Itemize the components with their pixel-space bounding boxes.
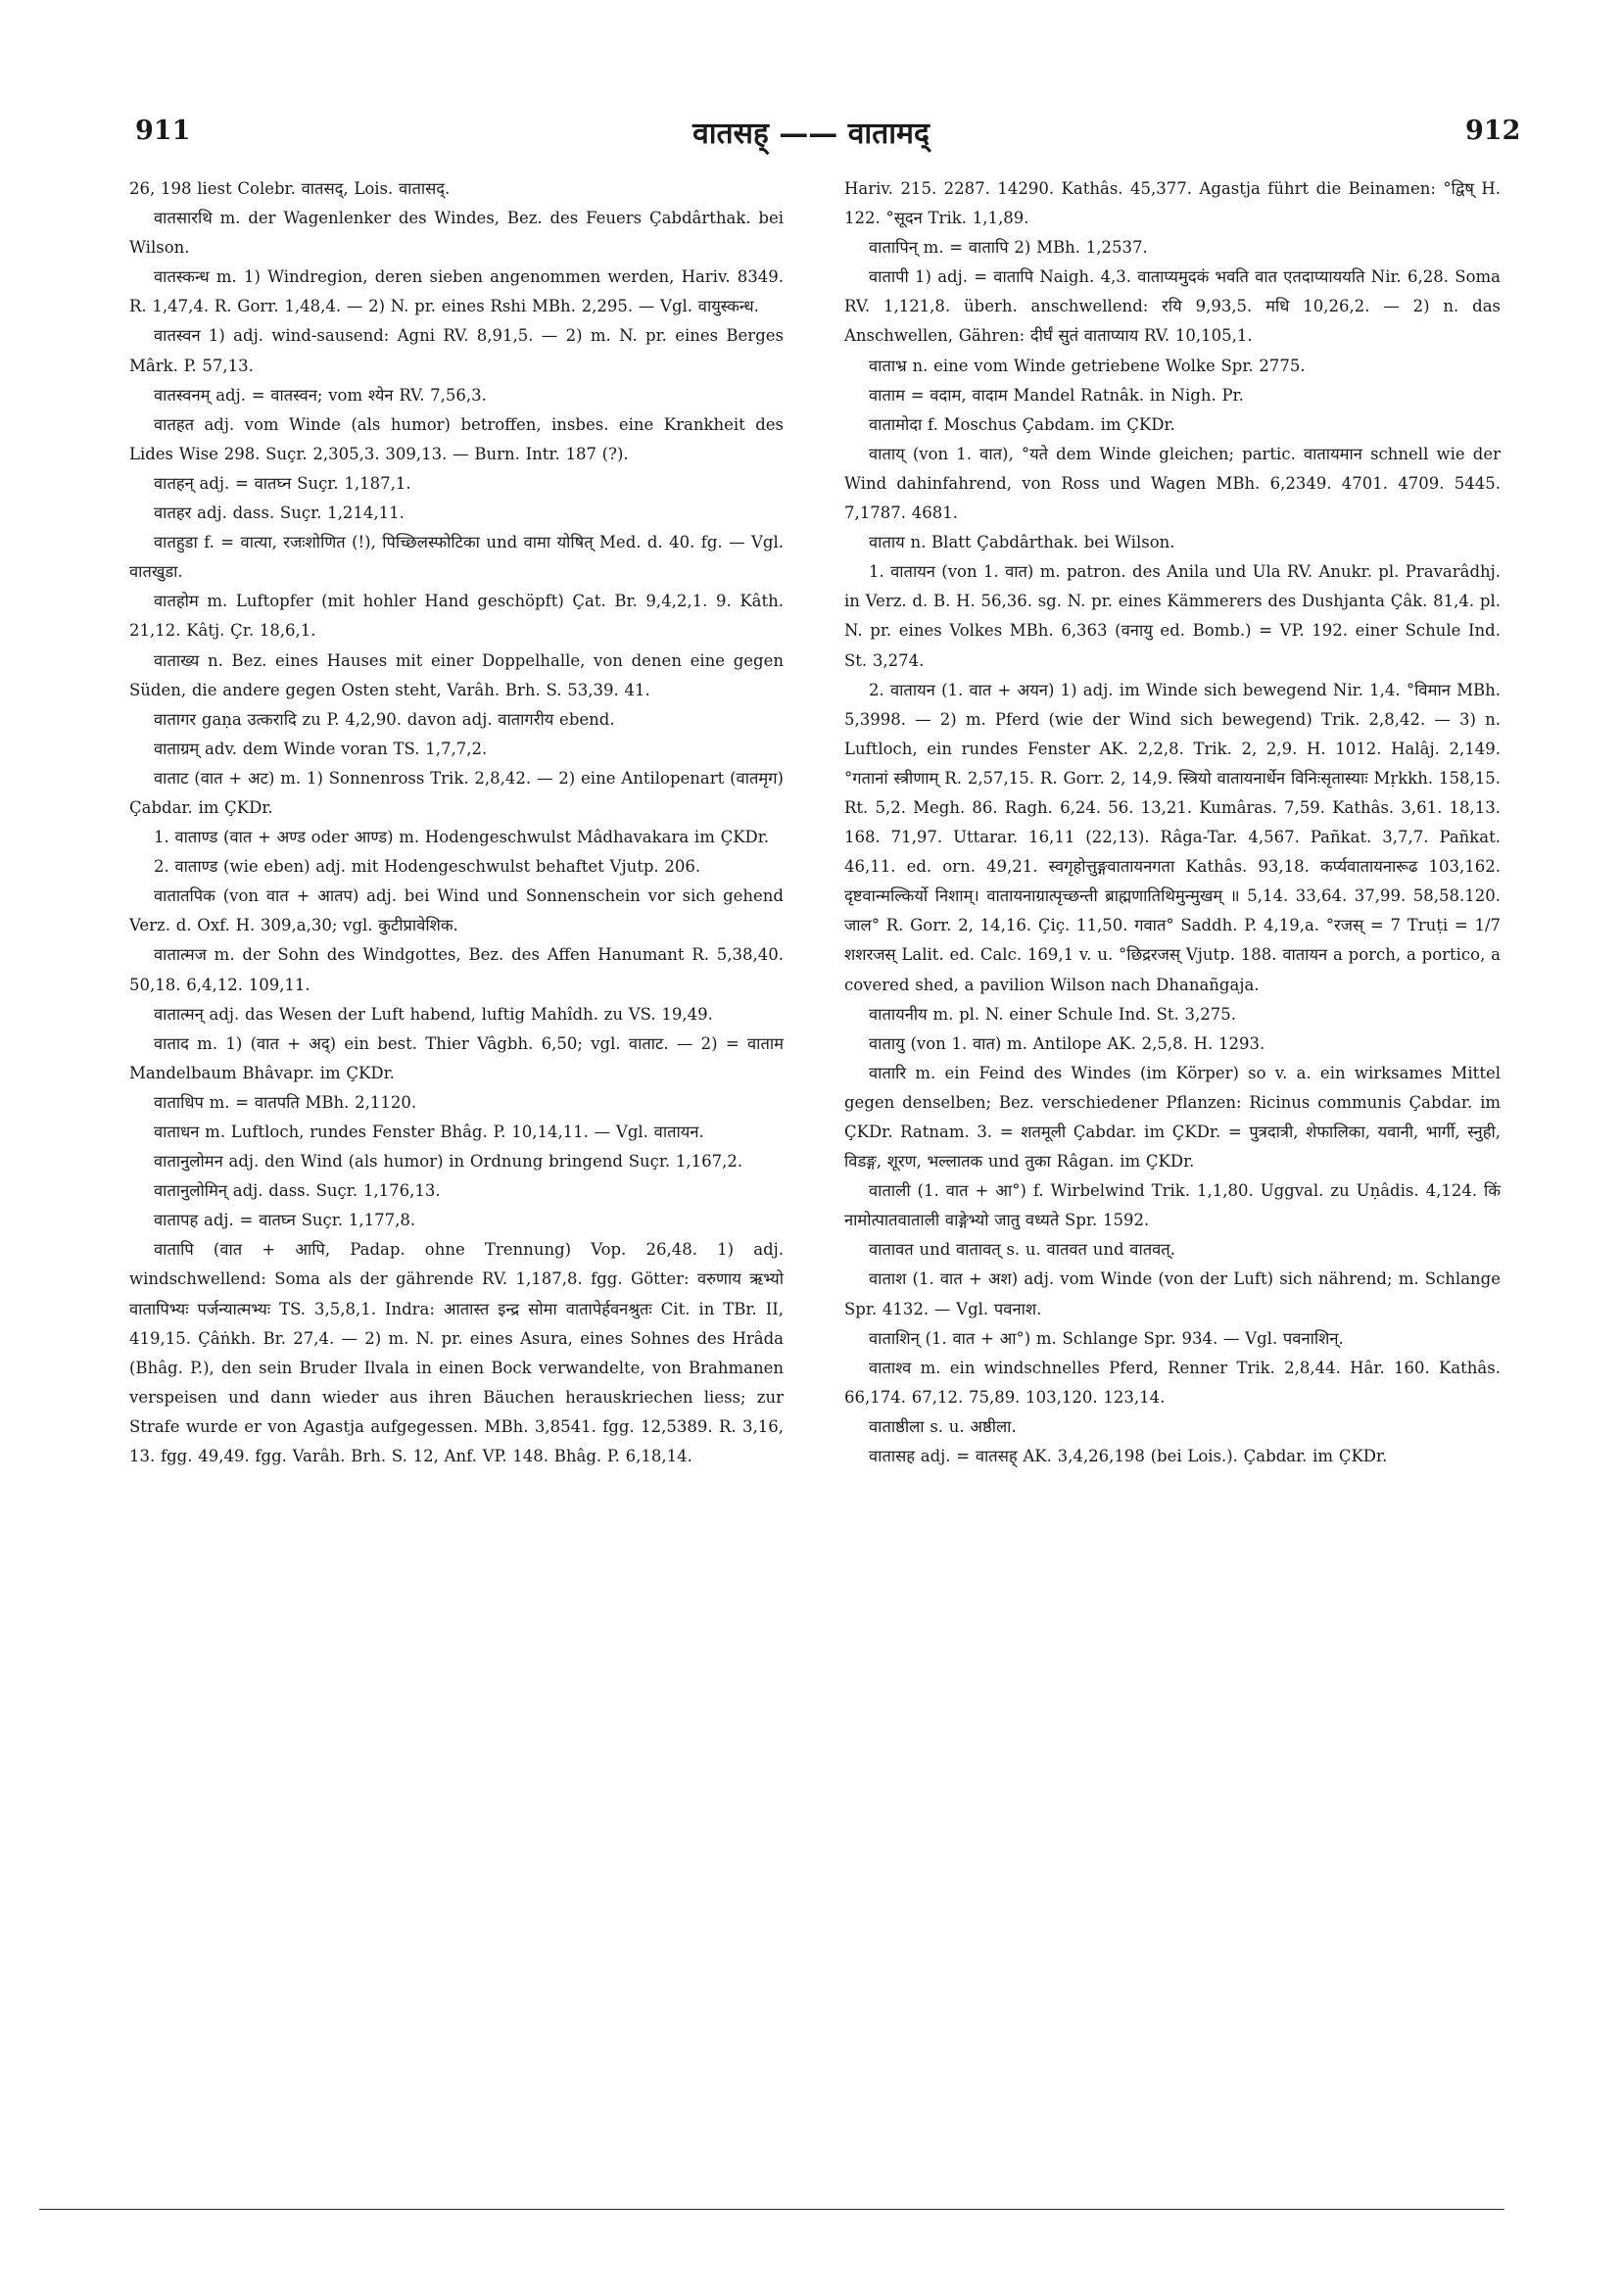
entry: वातसारथि m. der Wagenlenker des Windes, Bez. des Feuers Çabdârthak. bei Wilson. bbox=[129, 209, 784, 258]
entry: वातात्मज m. der Sohn des Windgottes, Bez. des Affen Hanumant R. 5,38,40. 50,18. 6,4,12. 109,11. bbox=[129, 945, 784, 994]
entry: वाताख्य n. Bez. eines Hauses mit einer Doppelhalle, von denen eine gegen Süden, die andere gegen Osten steht, Varâh. Brh. S. 53,39. 41. bbox=[129, 650, 784, 699]
entry: वाताश (1. वात + अश) adj. vom Winde (von der Luft) sich nährend; m. Schlange Spr. 4132. — Vgl. पवनाश. bbox=[844, 1269, 1501, 1318]
entry: वातस्वनम् adj. = वातस्वन; vom श्येन RV. 7,56,3. bbox=[154, 385, 487, 405]
page-number-left: 911 bbox=[135, 116, 191, 146]
entry: वातहोम m. Luftopfer (mit hohler Hand geschöpft) Çat. Br. 9,4,2,1. 9. Kâth. 21,12. Kâtj. Çr. 18,6,1. bbox=[129, 592, 784, 641]
entry: वाताधिप m. = वातपति MBh. 2,1120. bbox=[154, 1092, 417, 1112]
entry: वातामोदा f. Moschus Çabdam. im ÇKDr. bbox=[869, 414, 1175, 434]
entry: वातायनीय m. pl. N. einer Schule Ind. St. 3,275. bbox=[869, 1004, 1237, 1024]
footer-rule bbox=[39, 2209, 1504, 2210]
entry: वाताली (1. वात + आ°) f. Wirbelwind Trik. 1,1,80. Uggval. zu Uṇâdis. 4,124. किं नामोत्पातवाताली वाङ्गेभ्यो जातु वध्यते Spr. 1592. bbox=[844, 1181, 1501, 1230]
entry: 2. वाताण्ड (wie eben) adj. mit Hodengeschwulst behaftet Vjutp. 206. bbox=[154, 857, 701, 877]
entry: वाताष्ठीला s. u. अष्ठीला. bbox=[869, 1416, 1017, 1436]
entry: वाताय n. Blatt Çabdârthak. bei Wilson. bbox=[869, 533, 1175, 552]
entry: 1. वाताण्ड (वात + अण्ड oder आण्ड) m. Hodengeschwulst Mâdhavakara im ÇKDr. bbox=[154, 828, 770, 847]
entry: वातहन् adj. = वातघ्न Suçr. 1,187,1. bbox=[154, 473, 411, 493]
entry: वातस्वन 1) adj. wind-sausend: Agni RV. 8,91,5. — 2) m. N. pr. eines Berges Mârk. P. 57,13. bbox=[129, 326, 784, 375]
entry: वातापि (वात + आपि, Padap. ohne Trennung) Vop. 26,48. 1) adj. windschwellend: Soma als der gährende RV. 1,187,8. fgg. Götter: वरुणाय ऋभ्यो वातापिभ्यः पर्जन्यात्मभ्यः TS. 3,5,8,1. Indra: आतास्त इन्द्र सोमा वातापेर्हवनश्रुतः Cit. in TBr. II, 419,15. Çâṅkh. Br. 27,4. — 2) m. N. pr. eines Asura, eines Sohnes des Hrâda (Bhâg. P.), den sein Bruder Ilvala in einen Bock verwandelte, von Brahmanen verspeisen und dann wieder aus ihren Bäuchen herauskriechen liess; zur Strafe wurde er von Agastja aufgegessen. MBh. 3,8541. fgg. 12,5389. R. 3,16, 13. fgg. 49,49. fgg. Varâh. Brh. S. 12, Anf. VP. 148. Bhâg. P. 6,18,14. bbox=[129, 1240, 784, 1466]
entry: वाताग्रम् adv. dem Winde voran TS. 1,7,7,2. bbox=[154, 739, 488, 758]
entry: वातापिन् m. = वातापि 2) MBh. 1,2537. bbox=[869, 238, 1148, 258]
entry: वातहुडा f. = वात्या, रजःशोणित (!), पिच्छिलस्फोटिका und वामा योषित् Med. d. 40. fg. — Vgl. वातखुडा. bbox=[129, 533, 784, 582]
entry: वातापी 1) adj. = वातापि Naigh. 4,3. वाताप्यमुदकं भवति वात एतदाप्याययति Nir. 6,28. Soma RV. 1,121,8. überh. anschwellend: रयि 9,93,5. मधि 10,26,2. — 2) n. das Anschwellen, Gähren: दीर्घं सुतं वाताप्याय RV. 10,105,1. bbox=[844, 267, 1501, 346]
entry: वातापह adj. = वातघ्न Suçr. 1,177,8. bbox=[154, 1211, 416, 1230]
entry: वाताशिन् (1. वात + आ°) m. Schlange Spr. 934. — Vgl. पवनाशिन्. bbox=[869, 1328, 1344, 1348]
entry: वाताधन m. Luftloch, rundes Fenster Bhâg. P. 10,14,11. — Vgl. वातायन. bbox=[154, 1123, 704, 1141]
entry: वातावत und वातावत् s. u. वातवत und वातवत्. bbox=[869, 1240, 1175, 1260]
entry: वातानुलोमन adj. den Wind (als humor) in Ordnung bringend Suçr. 1,167,2. bbox=[154, 1152, 743, 1172]
running-header: वातसह् —— वातामद् bbox=[692, 117, 930, 151]
entry: वातातपिक (von वात + आतप) adj. bei Wind und Sonnenschein vor sich gehend Verz. d. Oxf. H. 309,a,30; vgl. कुटीप्रावेशिक. bbox=[129, 886, 784, 935]
entry: वातासह adj. = वातसह् AK. 3,4,26,198 (bei Lois.). Çabdar. im ÇKDr. bbox=[869, 1447, 1388, 1466]
entry: वातारि m. ein Feind des Windes (im Körper) so v. a. ein wirksames Mittel gegen denselben; Bez. verschiedener Pflanzen: Ricinus communis Çabdar. im ÇKDr. Ratnam. 3. = शतमूली Çabdar. im ÇKDr. = पुत्रदात्री, शेफालिका, यवानी, भार्गी, स्नुही, विडङ्ग, शूरण, भल्लातक und तुका Râgan. im ÇKDr. bbox=[844, 1063, 1501, 1172]
entry: वातायु (von 1. वात) m. Antilope AK. 2,5,8. H. 1293. bbox=[869, 1033, 1265, 1053]
entry: वातहर adj. dass. Suçr. 1,214,11. bbox=[154, 503, 405, 523]
right-column bbox=[844, 174, 1501, 1471]
entry: वाताट (वात + अट) m. 1) Sonnenross Trik. 2,8,42. — 2) eine Antilopenart (वातमृग) Çabdar. im ÇKDr. bbox=[129, 768, 784, 817]
entry: वाताय् (von 1. वात), °यते dem Winde gleichen; partic. वातायमान schnell wie der Wind dahinfahrend, von Ross und Wagen MBh. 6,2349. 4701. 4709. 5445. 7,1787. 4681. bbox=[844, 444, 1501, 523]
left-column bbox=[129, 174, 784, 1471]
entry: 26, 198 liest Colebr. वातसद्, Lois. वातासद्. bbox=[129, 179, 451, 198]
entry: वातहत adj. vom Winde (als humor) betroffen, insbes. eine Krankheit des Lides Wise 298. Suçr. 2,305,3. 309,13. — Burn. Intr. 187 (?). bbox=[129, 414, 784, 463]
entry: 2. वातायन (1. वात + अयन) 1) adj. im Winde sich bewegend Nir. 1,4. °विमान MBh. 5,3998. — 2) m. Pferd (wie der Wind sich bewegend) Trik. 2,8,42. — 3) n. Luftloch, ein rundes Fenster AK. 2,2,8. Trik. 2, 2,9. H. 1012. Halâj. 2,149. °गतानां स्त्रीणाम् R. 2,57,15. R. Gorr. 2, 14,9. स्त्रियो वातायनार्धेन विनिःसृतास्याः Mṛkkh. 158,15. Rt. 5,2. Megh. 86. Ragh. 6,24. 56. 13,21. Kumâras. 7,59. Kathâs. 3,61. 18,13. 168. 71,97. Uttarar. 16,11 (22,13). Râga-Tar. 4,567. Pañkat. 3,7,7. Pañkat. 46,11. ed. orn. 49,21. स्वगृहोत्तुङ्गवातायनगता Kathâs. 93,18. कर्प्यवातायनारूढ 103,162. दृष्टवान्मल्किर्यो निशाम्। वातायनाग्रात्पृच्छन्ती ब्राह्मणातिथिमुन्मुखम् ॥ 5,14. 33,64. 37,99. 58,58.120. जाल° R. Gorr. 2, 14,16. Çiç. 11,50. गवात° Saddh. P. 4,19,a. °रजस् = 7 Truṭi = 1/7 शशरजस् Lalit. ed. Calc. 169,1 v. u. °छिद्ररजस् Vjutp. 188. वातायन a porch, a portico, a covered shed, a pavilion Wilson nach Dhanañgaja. bbox=[844, 680, 1501, 994]
entry: वाताद m. 1) (वात + अद्) ein best. Thier Vâgbh. 6,50; vgl. वाताट. — 2) = वाताम Mandelbaum Bhâvapr. im ÇKDr. bbox=[129, 1033, 784, 1082]
page-number-right: 912 bbox=[1465, 116, 1521, 146]
entry: वातस्कन्ध m. 1) Windregion, deren sieben angenommen werden, Hariv. 8349. R. 1,47,4. R. Gorr. 1,48,4. — 2) N. pr. eines Rshi MBh. 2,295. — Vgl. वायुस्कन्ध. bbox=[129, 267, 784, 316]
entry: Hariv. 215. 2287. 14290. Kathâs. 45,377. Agastja führt die Beinamen: °द्विष् H. 122. °सूदन Trik. 1,1,89. bbox=[844, 179, 1501, 228]
entry: वातानुलोमिन् adj. dass. Suçr. 1,176,13. bbox=[154, 1181, 441, 1201]
entry: वाताश्व m. ein windschnelles Pferd, Renner Trik. 2,8,44. Hâr. 160. Kathâs. 66,174. 67,12. 75,89. 103,120. 123,14. bbox=[844, 1358, 1501, 1407]
entry: वाताभ्र n. eine vom Winde getriebene Wolke Spr. 2775. bbox=[869, 356, 1306, 375]
entry: वातागर gaṇa उत्करादि zu P. 4,2,90. davon adj. वातागरीय ebend. bbox=[154, 709, 615, 729]
entry: 1. वातायन (von 1. वात) m. patron. des Anila und Ula RV. Anukr. pl. Pravarâdhj. in Verz. d. B. H. 56,36. sg. N. pr. eines Kämmerers des Dushjanta Çâk. 81,4. pl. N. pr. eines Volkes MBh. 6,363 (वनायु ed. Bomb.) = VP. 192. einer Schule Ind. St. 3,274. bbox=[844, 562, 1501, 670]
entry: वातात्मन् adj. das Wesen der Luft habend, luftig Mahîdh. zu VS. 19,49. bbox=[154, 1004, 713, 1024]
entry: वाताम = वदाम, वादाम Mandel Ratnâk. in Nigh. Pr. bbox=[869, 385, 1244, 405]
